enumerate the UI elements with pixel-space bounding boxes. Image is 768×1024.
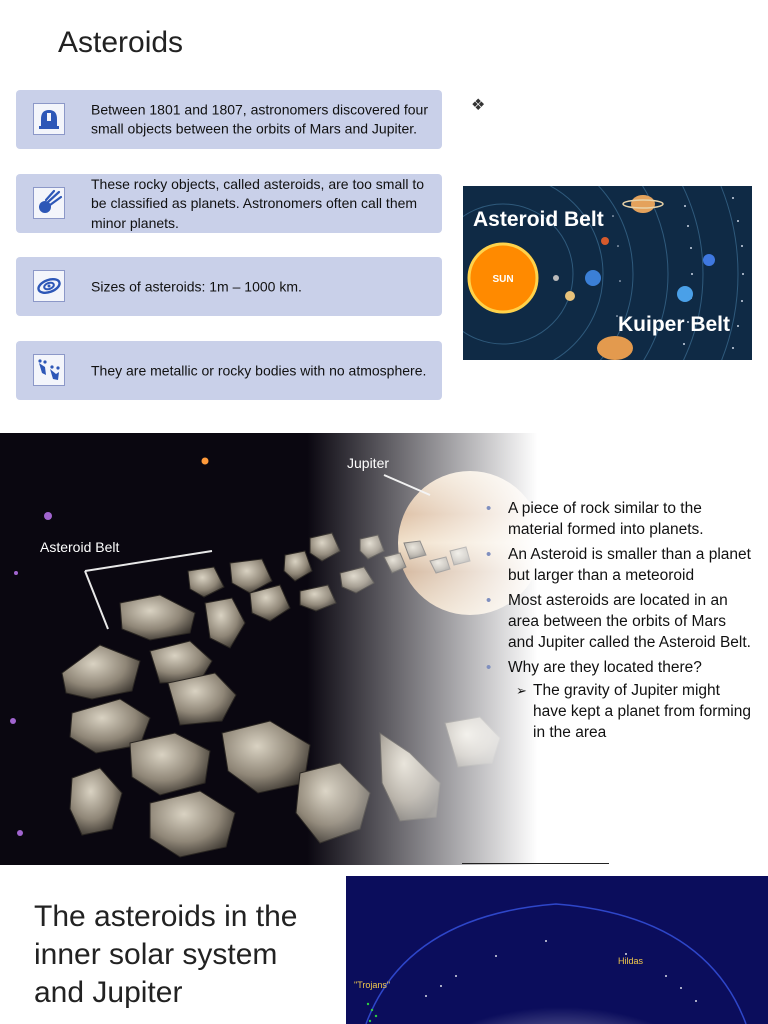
info-card-sizes — [16, 257, 442, 316]
card-text: Between 1801 and 1807, astronomers discovered four small objects between the orbits of Mars and Jupiter. — [91, 101, 428, 137]
list-item: • An Asteroid is smaller than a planet but larger than a meteoroid — [486, 546, 751, 584]
inner-solar-system-asteroids-image — [346, 876, 768, 1024]
divider-line — [462, 863, 609, 864]
card-text: These rocky objects, called asteroids, are too small to be classified as planets. Astronomers often call them minor planets. — [91, 175, 425, 231]
info-card-minor-planets — [16, 174, 442, 233]
info-card-composition — [16, 341, 442, 400]
page-title: Asteroids — [58, 26, 184, 59]
belt-heading: Asteroid Belt — [473, 208, 604, 231]
observatory-icon — [33, 103, 65, 135]
slide-title: The asteroids in the inner solar system and Jupiter — [34, 900, 298, 1009]
asteroid-facts-list — [484, 498, 754, 743]
list-item: • A piece of rock similar to the material formed into planets. — [486, 500, 704, 538]
list-item: • Why are they located there? — [486, 659, 702, 676]
trojans-label: "Trojans" — [354, 980, 391, 990]
asteroid-belt-illustration — [463, 186, 752, 360]
info-card-discovery — [16, 90, 442, 149]
sun-label: SUN — [492, 274, 514, 285]
hildas-label: Hildas — [618, 956, 644, 966]
sub-list-item: ➢ The gravity of Jupiter might have kept a planet from forming in the area — [516, 682, 751, 741]
jupiter-label: Jupiter — [347, 455, 390, 471]
card-text: Sizes of asteroids: 1m – 1000 km. — [91, 277, 302, 294]
footprints-icon — [33, 354, 65, 386]
diamond-bullet-icon: ❖ — [471, 97, 486, 114]
arrow-bullet-icon: ➢ — [516, 683, 527, 698]
asteroid-belt-label: Asteroid Belt — [40, 539, 120, 555]
list-item: • Most asteroids are located in an area between the orbits of Mars and Jupiter called the Asteroid Belt. — [486, 592, 751, 651]
galaxy-icon — [33, 270, 65, 302]
kuiper-label: Kuiper Belt — [618, 313, 731, 336]
card-text: They are metallic or rocky bodies with no atmosphere. — [91, 361, 427, 378]
comet-icon — [33, 187, 65, 219]
